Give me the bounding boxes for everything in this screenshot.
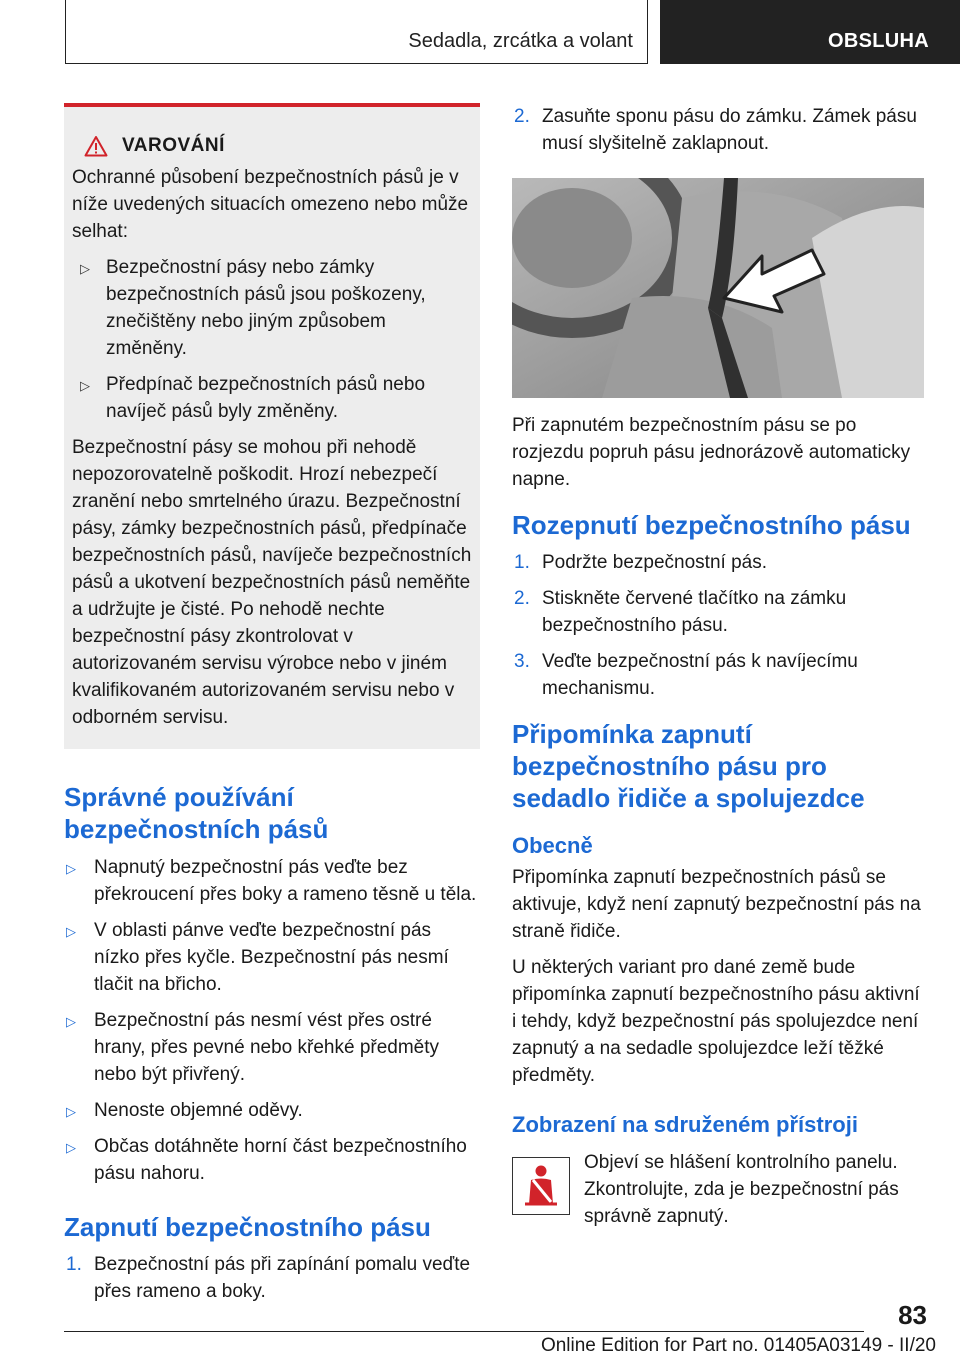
warning-box — [64, 103, 480, 749]
correct-use-list — [64, 854, 480, 1187]
triangle-bullet-icon: ▷ — [66, 1140, 76, 1155]
triangle-bullet-icon: ▷ — [66, 924, 76, 939]
header-chapter-title: OBSLUHA — [828, 30, 929, 52]
step-number: 1. — [66, 1254, 82, 1275]
general-paragraph-2: U některých variant pro dané země bude připomínka zapnutí bezpečnostního pásu aktivní i tehdy, když bezpečnostní pás spolujezdce není zapnutý a na sedadle spolujezdce leží těžké předměty. — [512, 957, 920, 1086]
unfasten-steps — [512, 549, 924, 702]
list-item: ▷ Občas dotáhněte horní část bezpečnostního pásu nahoru. — [66, 1136, 467, 1184]
step-number: 2. — [514, 106, 530, 127]
seatbelt-buckle-illustration — [512, 178, 924, 398]
fasten-steps — [64, 1251, 480, 1305]
header-section-box — [65, 0, 648, 64]
warning-triangle-icon — [84, 135, 108, 157]
cluster-text: Objeví se hlášení kontrolního panelu. Zkontrolujte, zda je bezpečnostní pás správně zapnutý. — [584, 1152, 899, 1227]
triangle-bullet-icon: ▷ — [66, 1014, 76, 1029]
list-item: ▷ Napnutý bezpečnostní pás veďte bez překroucení přes boky a rameno těsně u těla. — [66, 857, 477, 905]
page-number: 83 — [898, 1300, 927, 1330]
triangle-bullet-icon: ▷ — [66, 861, 76, 876]
heading-general: Obecně — [512, 833, 593, 858]
list-item — [72, 254, 472, 362]
step-item: 1. Bezpečnostní pás při zapínání pomalu veďte přes rameno a boky. — [64, 1251, 480, 1305]
heading-cluster: Zobrazení na sdruženém přístroji — [512, 1112, 858, 1137]
right-column — [512, 103, 924, 1230]
step-item: 2. Zasuňte sponu pásu do zámku. Zámek pásu musí slyšitelně zaklapnout. — [512, 103, 924, 157]
warning-body: Bezpečnostní pásy se mohou při nehodě nepozorovatelně poškodit. Hrozí nebezpečí zranění nebo smrtelného úrazu. Bezpečnostní pásy, zámky bezpečnostních pásů, předpínače bezpečnostních pásů, navíječe bezpečnostních pásů a ukotvení bezpečnostních pásů neměňte a udržujte je čisté. Po nehodě nechte bezpečnostní pásy zkontrolovat v autorizovaném servisu výrobce nebo v jiném kvalifikovaném autorizovaném servisu nebo v odborném servisu. — [72, 437, 472, 728]
step-item: 2. Stiskněte červené tlačítko na zámku bezpečnostního pásu. — [512, 585, 924, 639]
step-number: 1. — [514, 552, 530, 573]
header-chapter-tab — [660, 0, 960, 64]
cluster-indicator-row — [512, 1149, 924, 1230]
fasten-note: Při zapnutém bezpečnostním pásu se po rozjezdu popruh pásu jednorázově automaticky napne. — [512, 415, 911, 490]
warning-header — [84, 133, 472, 159]
seatbelt-buckle-photo — [512, 178, 924, 398]
list-item: ▷ V oblasti pánve veďte bezpečnostní pás nízko přes kyčle. Bezpečnostní pás nesmí tlačit na břicho. — [66, 920, 449, 995]
general-paragraph-1: Připomínka zapnutí bezpečnostních pásů se aktivuje, když není zapnutý bezpečnostní pás na straně řidiče. — [512, 867, 921, 942]
step-item: 3. Veďte bezpečnostní pás k navíjecímu mechanismu. — [512, 648, 924, 702]
left-column — [64, 103, 480, 1314]
warning-item-2: Předpínač bezpečnostních pásů nebo navíječ pásů byly změněny. — [106, 374, 426, 422]
warning-intro: Ochranné působení bezpečnostních pásů je v níže uvedených situacích omezeno nebo může selhat: — [72, 167, 469, 242]
heading-reminder: Připomínka zapnutí bezpečnostního pásu pro sedadlo řidiče a spolujezdce — [512, 719, 865, 813]
triangle-bullet-icon: ▷ — [80, 261, 90, 276]
step-number: 3. — [514, 651, 530, 672]
footer-divider — [64, 1331, 864, 1332]
warning-title: VAROVÁNÍ — [122, 135, 225, 156]
warning-item-1: Bezpečnostní pásy nebo zámky bezpečnostních pásů jsou poškozeny, znečištěny nebo jiným způsobem změněny. — [106, 257, 426, 359]
step-number: 2. — [514, 588, 530, 609]
triangle-bullet-icon: ▷ — [66, 1104, 76, 1119]
footer-edition: Online Edition for Part no. 01405A03149 - II/20 — [540, 1335, 936, 1356]
seatbelt-warning-icon — [512, 1157, 570, 1215]
step-item: 1. Podržte bezpečnostní pás. — [512, 549, 924, 576]
list-item: ▷ Bezpečnostní pás nesmí vést přes ostré hrany, přes pevné nebo křehké předměty nebo být přivřený. — [66, 1010, 440, 1085]
triangle-bullet-icon: ▷ — [80, 378, 90, 393]
heading-correct-use: Správné používání bezpečnostních pásů — [64, 782, 329, 844]
list-item: ▷ Nenoste objemné oděvy. — [64, 1097, 480, 1124]
header-section-title: Sedadla, zrcátka a volant — [408, 30, 633, 52]
heading-fasten: Zapnutí bezpečnostního pásu — [64, 1212, 431, 1242]
list-item — [72, 371, 472, 425]
heading-unfasten: Rozepnutí bezpečnostního pásu — [512, 510, 911, 540]
